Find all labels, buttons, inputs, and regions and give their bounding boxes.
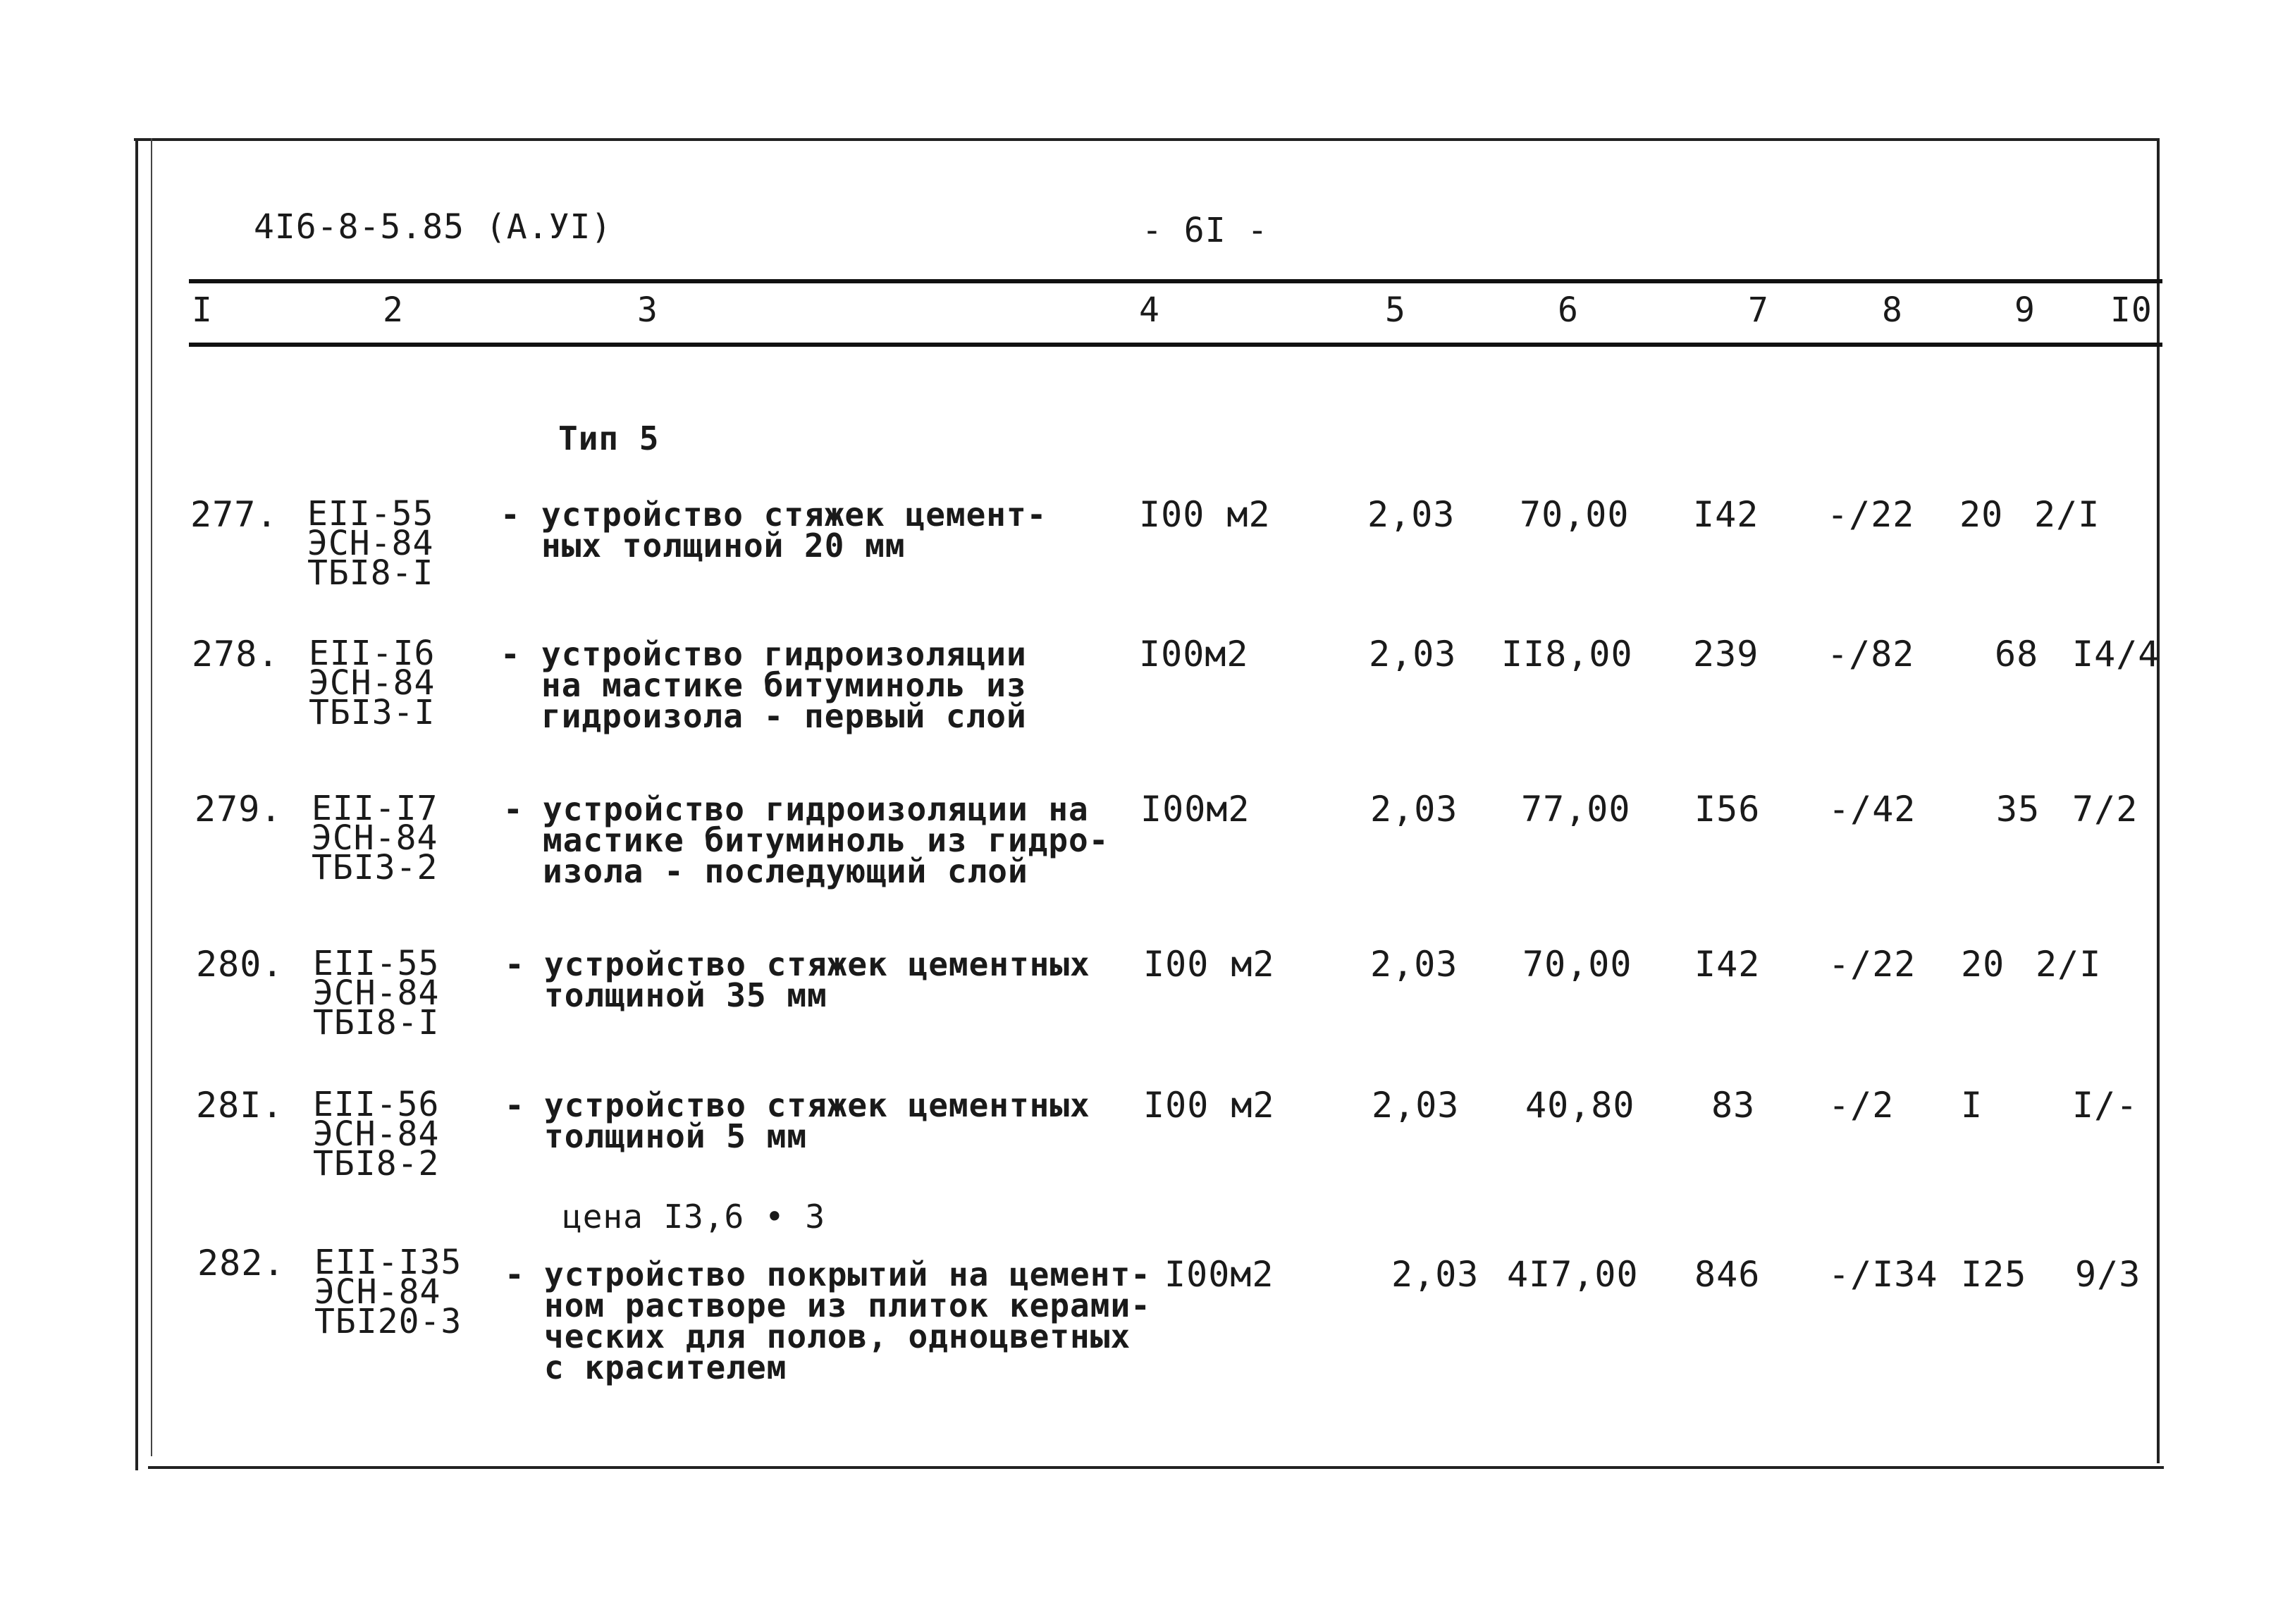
description-line: устройство гидроизоляции на — [543, 790, 1089, 828]
unit-cell: I00м2 — [1140, 789, 1250, 830]
col9-cell: 68 — [1995, 634, 2039, 675]
col6-cell: 70,00 — [1520, 494, 1630, 535]
row-number: 279. — [195, 789, 283, 830]
code-line: EII-55 — [307, 494, 434, 534]
row-dash: - — [500, 635, 521, 673]
col8-cell: -/22 — [1828, 944, 1916, 985]
col9-cell: 35 — [1996, 789, 2040, 830]
row-number: 278. — [192, 634, 280, 675]
code-line: ЭСН-84 — [313, 973, 440, 1013]
col8-cell: -/82 — [1827, 634, 1915, 675]
description-line: устройство стяжек цементных — [544, 945, 1090, 983]
col7-cell: 239 — [1693, 634, 1759, 675]
frame-bottom-border — [148, 1466, 2164, 1469]
description-line: толщиной 35 мм — [544, 976, 827, 1014]
col5-cell: 2,03 — [1369, 634, 1457, 675]
col8-cell: -/I34 — [1828, 1254, 1938, 1295]
description-line: устройство гидроизоляции — [541, 635, 1027, 673]
document-code: 4I6-8-5.85 (А.УI) — [254, 207, 612, 247]
page-number: - 6I - — [1142, 211, 1269, 250]
row-dash: - — [505, 945, 525, 983]
column-number: 4 — [1139, 290, 1160, 330]
col9-cell: 20 — [1959, 494, 2004, 535]
unit-cell: I00 м2 — [1139, 494, 1271, 535]
unit-cell: I00м2 — [1164, 1254, 1274, 1295]
col8-cell: -/42 — [1828, 789, 1916, 830]
code-line: ЭСН-84 — [313, 1114, 440, 1154]
description-line: устройство покрытий на цемент- — [544, 1255, 1151, 1293]
description-line: ных толщиной 20 мм — [541, 527, 906, 565]
row-dash: - — [503, 790, 524, 828]
code-line: ЭСН-84 — [307, 524, 434, 563]
row-dash: - — [505, 1086, 525, 1124]
col6-cell: 40,80 — [1525, 1085, 1635, 1126]
column-number: 7 — [1748, 290, 1769, 330]
description-line: гидроизола - первый слой — [541, 697, 1027, 735]
col5-cell: 2,03 — [1370, 789, 1458, 830]
col9-cell: I — [1961, 1085, 1983, 1126]
frame-top-border — [134, 138, 2157, 141]
description-line: мастике битуминоль из гидро- — [543, 821, 1109, 859]
column-number: 8 — [1882, 290, 1903, 330]
code-line: EII-I6 — [309, 634, 436, 673]
row-dash: - — [500, 496, 521, 534]
header-rule-bottom — [189, 343, 2162, 347]
col10-cell: 7/2 — [2072, 789, 2138, 830]
code-line: ТБI8-2 — [313, 1144, 440, 1183]
code-line: ЭСН-84 — [309, 663, 436, 703]
col7-cell: 846 — [1694, 1254, 1761, 1295]
column-number: 3 — [637, 290, 658, 330]
col6-cell: 77,00 — [1521, 789, 1631, 830]
col10-cell: 2/I — [2034, 494, 2100, 535]
description-line: ном растворе из плиток керами- — [544, 1286, 1151, 1324]
description-line: с красителем — [544, 1348, 787, 1386]
description-line: устройство стяжек цемент- — [541, 496, 1047, 534]
code-line: ТБI3-2 — [312, 848, 438, 887]
price-note: цена I3,6 • 3 — [562, 1198, 826, 1236]
code-line: EII-56 — [313, 1085, 440, 1124]
row-number: 28I. — [196, 1085, 284, 1126]
frame-inner-left-border — [151, 138, 152, 1456]
col10-cell: 2/I — [2036, 944, 2102, 985]
row-number: 277. — [190, 494, 278, 535]
col9-cell: 20 — [1961, 944, 2005, 985]
code-line: ТБI8-I — [313, 1003, 440, 1042]
col7-cell: 83 — [1711, 1085, 1756, 1126]
column-number: 6 — [1558, 290, 1579, 330]
column-number: I — [192, 290, 213, 330]
unit-cell: I00 м2 — [1143, 1085, 1275, 1126]
code-line: EII-55 — [313, 944, 440, 983]
row-dash: - — [505, 1255, 525, 1293]
col8-cell: -/22 — [1827, 494, 1915, 535]
column-number: 9 — [2014, 290, 2036, 330]
code-line: EII-I35 — [314, 1243, 462, 1282]
column-number: 5 — [1385, 290, 1406, 330]
col5-cell: 2,03 — [1391, 1254, 1479, 1295]
col5-cell: 2,03 — [1372, 1085, 1460, 1126]
section-title: Тип 5 — [558, 419, 660, 457]
col9-cell: I25 — [1961, 1254, 2027, 1295]
col6-cell: II8,00 — [1501, 634, 1633, 675]
col6-cell: 70,00 — [1522, 944, 1632, 985]
col10-cell: 9/3 — [2075, 1254, 2141, 1295]
frame-right-border — [2157, 138, 2160, 1463]
col10-cell: I/- — [2072, 1085, 2138, 1126]
code-line: ТБI20-3 — [314, 1302, 462, 1341]
column-number: 2 — [383, 290, 404, 330]
description-line: толщиной 5 мм — [544, 1117, 808, 1155]
col7-cell: I56 — [1694, 789, 1761, 830]
code-line: ЭСН-84 — [314, 1272, 441, 1312]
description-line: изола - последующий слой — [543, 852, 1028, 890]
row-number: 282. — [197, 1243, 285, 1284]
description-line: на мастике битуминоль из — [541, 666, 1027, 704]
unit-cell: I00м2 — [1139, 634, 1249, 675]
header-rule-top — [189, 279, 2162, 283]
code-line: ЭСН-84 — [312, 818, 438, 858]
col8-cell: -/2 — [1828, 1085, 1895, 1126]
col7-cell: I42 — [1694, 944, 1761, 985]
col5-cell: 2,03 — [1367, 494, 1455, 535]
column-number: I0 — [2110, 290, 2153, 330]
col6-cell: 4I7,00 — [1507, 1254, 1639, 1295]
col7-cell: I42 — [1693, 494, 1759, 535]
code-line: EII-I7 — [312, 789, 438, 828]
code-line: ТБI3-I — [309, 693, 436, 732]
row-number: 280. — [196, 944, 284, 985]
unit-cell: I00 м2 — [1143, 944, 1275, 985]
description-line: устройство стяжек цементных — [544, 1086, 1090, 1124]
col5-cell: 2,03 — [1370, 944, 1458, 985]
description-line: ческих для полов, одноцветных — [544, 1317, 1131, 1355]
col10-cell: I4/4 — [2072, 634, 2160, 675]
code-line: ТБI8-I — [307, 553, 434, 593]
frame-left-border — [135, 138, 138, 1470]
